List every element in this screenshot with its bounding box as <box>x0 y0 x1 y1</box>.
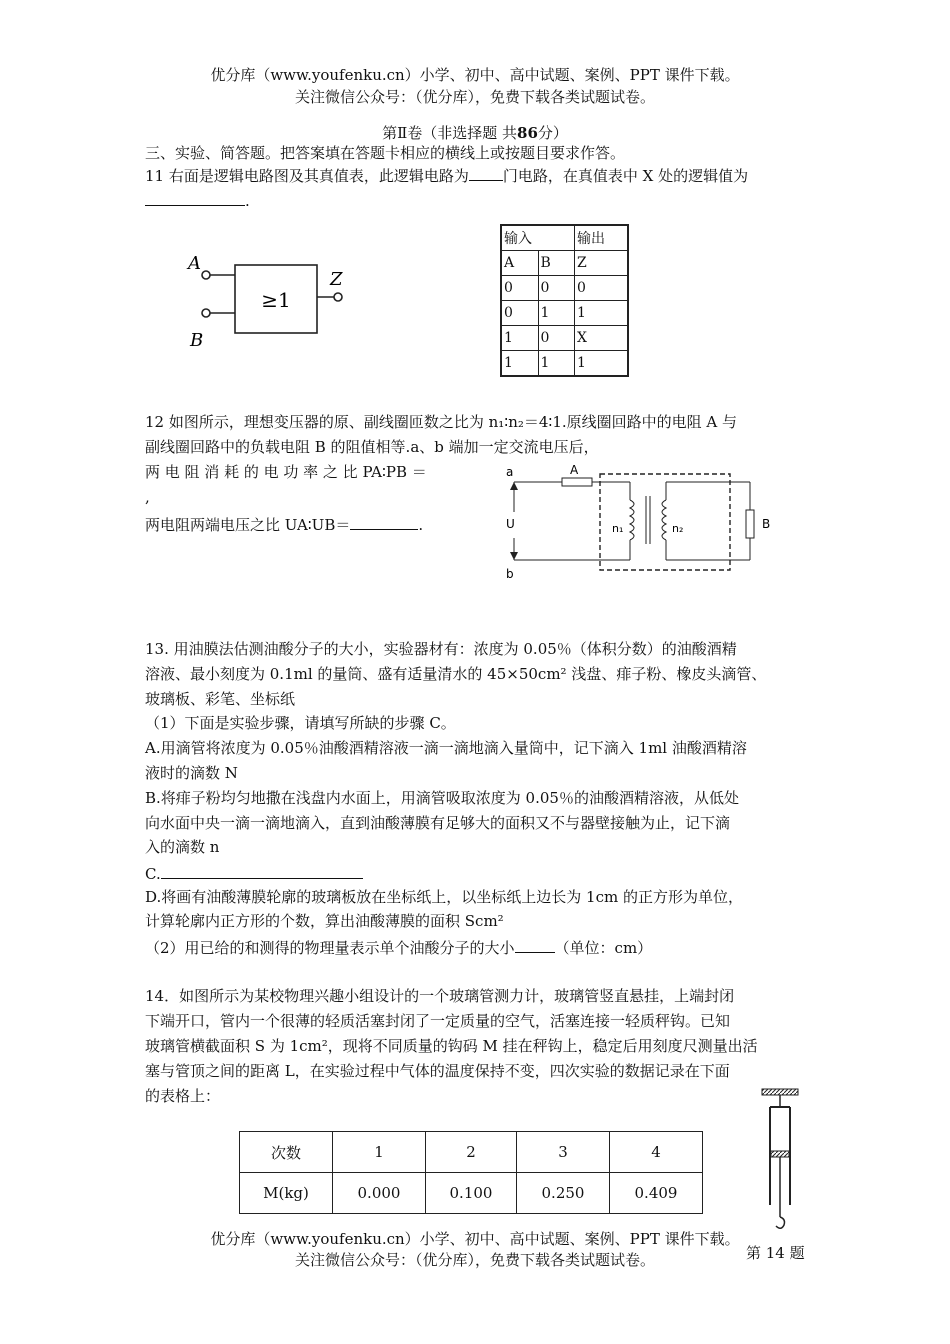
header-line-1: 优分库（www.youfenku.cn）小学、初中、高中试题、案例、PPT 课件下载。 <box>210 66 740 84</box>
q13-part-1: （1）下面是实验步骤，请填写所缺的步骤 C。 <box>145 714 456 732</box>
resistor-b <box>746 510 754 538</box>
q13-step-b-1: B.将痱子粉均匀地撒在浅盘内水面上，用滴管吸取浓度为 0.05％的油酸酒精溶液，从低处 <box>145 789 739 807</box>
table-row: 1 0 X <box>501 326 628 351</box>
q11-text: 11 右面是逻辑电路图及其真值表，此逻辑电路为 门电路，在真值表中 X 处的逻辑值为 <box>145 167 749 185</box>
q12-blank[interactable] <box>350 514 418 530</box>
truth-col: A <box>501 251 538 276</box>
truth-head-input: 输入 <box>501 225 575 251</box>
svg-text:a: a <box>506 465 514 479</box>
hook-icon <box>776 1217 785 1228</box>
q13-step-a-1: A.用滴管将浓度为 0.05％油酸酒精溶液一滴一滴地滴入量筒中，记下滴入 1ml 油酸酒精溶 <box>145 739 747 757</box>
q13-part-2: （2）用已给的和测得的物理量表示单个油酸分子的大小 （单位：cm） <box>145 939 653 957</box>
q12-line-1: 12 如图所示，理想变压器的原、副线圈匝数之比为 n₁∶n₂＝4∶1.原线圈回路中的电阻 A 与 <box>145 413 738 431</box>
q13-intro-1: 13. 用油膜法估测油酸分子的大小，实验器材有：浓度为 0.05％（体积分数）的油酸酒精 <box>145 640 737 658</box>
logic-gate-diagram <box>180 245 360 355</box>
svg-text:b: b <box>506 567 514 581</box>
gate-symbol: ≥1 <box>261 288 291 312</box>
footer-line-1: 优分库（www.youfenku.cn）小学、初中、高中试题、案例、PPT 课件下载。 <box>210 1230 740 1248</box>
piston <box>771 1151 789 1157</box>
q11-blank-line: . <box>145 190 250 210</box>
q13-step-d-1: D.将画有油酸薄膜轮廓的玻璃板放在坐标纸上，以坐标纸上边长为 1cm 的正方形为单位， <box>145 888 743 906</box>
table-row: M(kg) 0.000 0.100 0.250 0.409 <box>240 1173 703 1214</box>
table-row: 0 0 0 <box>501 276 628 301</box>
q14-line-2: 下端开口，管内一个很薄的轻质活塞封闭了一定质量的空气，活塞连接一轻质秤钩。已知 <box>145 1012 731 1030</box>
q14-figure-label: 第 14 题 <box>746 1244 805 1262</box>
q14-line-4: 塞与管顶之间的距离 L，在实验过程中气体的温度保持不变，四次实验的数据记录在下面 <box>145 1062 730 1080</box>
q14-line-5: 的表格上： <box>145 1087 221 1105</box>
gate-output-z-label: Z <box>330 269 343 290</box>
svg-text:A: A <box>570 463 579 477</box>
q13-intro-2: 溶液、最小刻度为 0.1ml 的量筒、盛有适量清水的 45×50cm² 浅盘、痱子粉、橡皮头滴管、 <box>145 665 767 683</box>
q13-intro-3: 玻璃板、彩笔、坐标纸 <box>145 690 296 708</box>
q13-blank-2[interactable] <box>515 937 555 953</box>
section-title: 第Ⅱ卷（非选择题 共86分） <box>382 124 568 142</box>
q12-line-4: , <box>145 488 150 506</box>
q13-step-b-2: 向水面中央一滴一滴地滴入，直到油酸薄膜有足够大的面积又不与器壁接触为止，记下滴 <box>145 814 731 832</box>
table-row: 1 1 1 <box>501 351 628 377</box>
q14-line-1: 14．如图所示为某校物理兴趣小组设计的一个玻璃管测力计，玻璃管竖直悬挂，上端封闭 <box>145 987 735 1005</box>
truth-head-output: 输出 <box>575 225 629 251</box>
q13-step-b-3: 入的滴数 n <box>145 838 220 856</box>
q12-line-2: 副线圈回路中的负载电阻 B 的阻值相等.a、b 端加一定交流电压后， <box>145 438 599 456</box>
q11-blank-2[interactable] <box>145 190 245 206</box>
gate-input-b-label: B <box>190 330 204 351</box>
q13-step-c: C. <box>145 863 363 883</box>
resistor-a <box>562 478 592 486</box>
truth-col: B <box>538 251 575 276</box>
transformer-diagram <box>500 460 790 582</box>
q13-step-a-2: 液时的滴数 N <box>145 764 238 782</box>
table-row: 0 1 1 <box>501 301 628 326</box>
svg-text:B: B <box>762 517 771 531</box>
svg-text:n₂: n₂ <box>672 522 684 535</box>
q14-line-3: 玻璃管横截面积 S 为 1cm²，现将不同质量的钩码 M 挂在秤钩上，稳定后用刻度尺测量出活 <box>145 1037 758 1055</box>
truth-table <box>500 224 629 377</box>
glass-tube-figure <box>752 1085 812 1235</box>
svg-text:n₁: n₁ <box>612 522 624 535</box>
svg-text:U: U <box>506 517 515 531</box>
truth-col: Z <box>575 251 629 276</box>
header-line-2: 关注微信公众号：（优分库），免费下载各类试题试卷。 <box>294 88 655 106</box>
q11-blank-1[interactable] <box>469 165 503 181</box>
table-row: 次数 1 2 3 4 <box>240 1132 703 1173</box>
q12-line-3: 两 电 阻 消 耗 的 电 功 率 之 比 PA∶PB ＝ <box>145 463 427 481</box>
gate-input-a-label: A <box>188 253 201 274</box>
q12-line-5: 两电阻两端电压之比 UA∶UB＝ . <box>145 516 424 534</box>
q13-step-d-2: 计算轮廓内正方形的个数，算出油酸薄膜的面积 Scm² <box>145 912 504 930</box>
footer-line-2: 关注微信公众号：（优分库），免费下载各类试题试卷。 <box>294 1251 655 1269</box>
q13-blank-c[interactable] <box>161 863 363 879</box>
q14-data-table <box>239 1131 703 1214</box>
section-instruction: 三、实验、简答题。把答案填在答题卡相应的横线上或按题目要求作答。 <box>145 144 626 162</box>
ceiling-hatch <box>762 1089 798 1095</box>
